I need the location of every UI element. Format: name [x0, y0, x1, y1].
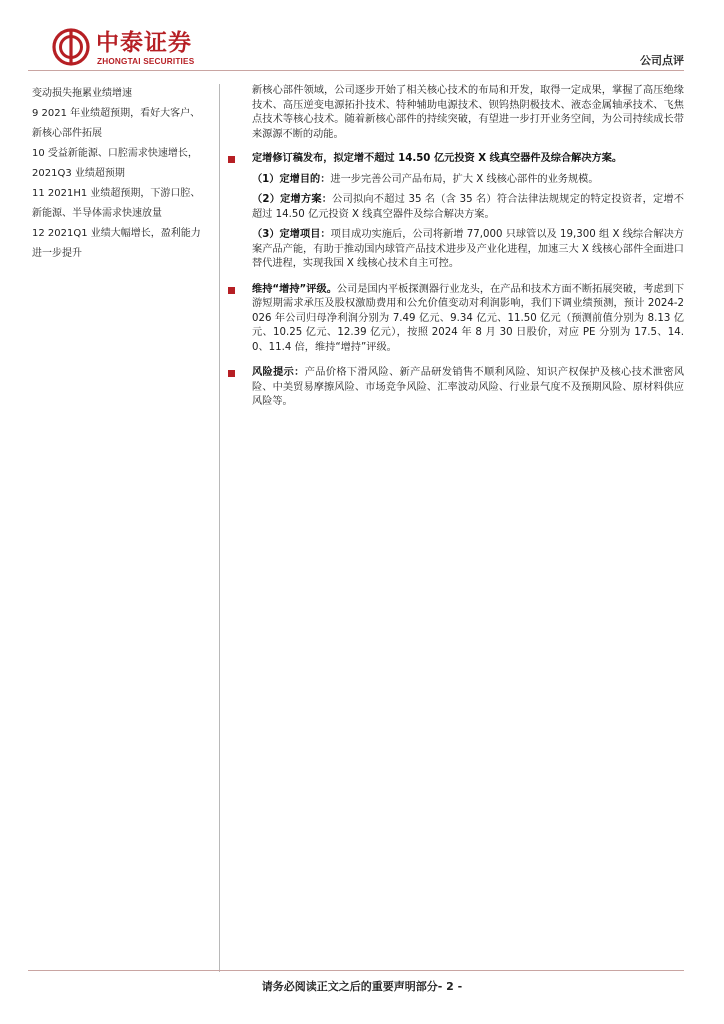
placement-purpose-label: （1）定增目的：	[252, 173, 331, 185]
footer-disclaimer	[0, 978, 724, 994]
rating-text: 公司是国内平板探测器行业龙头，在产品和技术方面不断拓展突破，考虑到下游短期需求承压及股权激励费用和公允价值变动对利润影响，我们下调业绩预测，预计 2024-2026 年公司归母净利润分别为 7.49 亿元、9.34 亿元、11.50 亿元（预测前值分别为 8.13 亿元、10.25 亿元、12.39 亿元），按照 2024 年 8 月 30 日股价，对应 PE 分别为 17.5、14.0、11.4 倍，维持“增持”评级。	[252, 283, 685, 353]
list-item: 10 受益新能源、口腔需求快速增长，	[32, 148, 198, 159]
list-item: 进一步提升	[32, 248, 82, 259]
page-number: - 2 -	[437, 980, 463, 993]
placement-plan-label: （2）定增方案：	[252, 194, 333, 205]
bullet-square-icon	[228, 287, 235, 294]
header-divider	[28, 70, 684, 71]
logo-chinese-name: 中泰证券	[96, 30, 192, 56]
risk-section	[228, 366, 684, 410]
report-type-label: 公司点评	[640, 54, 684, 67]
placement-plan	[228, 193, 684, 222]
logo-english-name: ZHONGTAI SECURITIES	[97, 57, 195, 66]
placement-project-text: 项目成功实施后，公司将新增 77,000 只球管以及 19,300 组 X 线综合解决方案产品产能，有助于推动国内球管产品技术进步及产业化进程，加速三大 X 线核心部件全面进口替代进程，实现我国 X 线核心技术自主可控。	[252, 229, 684, 269]
rating-section	[228, 283, 684, 356]
placement-purpose-text: 进一步完善公司产品布局，扩大 X 线核心部件的业务规模。	[330, 173, 599, 185]
placement-heading: 定增修订稿发布，拟定增不超过 14.50 亿元投资 X 线真空器件及综合解决方案。	[252, 153, 623, 164]
placement-purpose	[228, 173, 684, 188]
placement-project-label: （3）定增项目：	[252, 229, 331, 240]
list-item: 变动损失拖累业绩增速	[32, 88, 132, 99]
list-item: 12 2021Q1 业绩大幅增长，盈利能力	[32, 228, 201, 239]
bullet-square-icon	[228, 156, 235, 163]
bullet-square-icon	[228, 370, 235, 377]
list-item: 11 2021H1 业绩超预期，下游口腔、	[32, 188, 201, 199]
main-content	[228, 84, 684, 410]
rating-paragraph	[252, 283, 684, 356]
risk-paragraph	[252, 366, 684, 410]
column-divider	[219, 84, 220, 972]
list-item: 9 2021 年业绩超预期，看好大客户、	[32, 108, 201, 119]
list-item: 新核心部件拓展	[32, 128, 102, 139]
risk-text: 产品价格下滑风险、新产品研发销售不顺利风险、知识产权保护及核心技术泄密风险、中美贸易摩擦风险、市场竞争风险、汇率波动风险、行业景气度不及预期风险、原材料供应风险等。	[252, 367, 685, 407]
placement-project	[228, 228, 684, 272]
list-item: 新能源、半导体需求快速放量	[32, 208, 162, 219]
rating-label: 维持“增持”评级。	[252, 283, 337, 295]
placement-plan-text: 公司拟向不超过 35 名（含 35 名）符合法律法规规定的特定投资者，定增不超过 14.50 亿元投资 X 线真空器件及综合解决方案。	[252, 194, 684, 220]
placement-section	[228, 152, 684, 167]
zhongtai-logo-icon	[52, 28, 90, 66]
company-logo	[52, 28, 222, 68]
footer-text: 请务必阅读正文之后的重要声明部分	[261, 980, 438, 993]
related-reports-list	[32, 84, 214, 264]
footer-divider	[28, 970, 684, 971]
intro-paragraph: 新核心部件领域，公司逐步开始了相关核心技术的布局和开发，取得一定成果，掌握了高压绝缘技术、高压逆变电源拓扑技术、特种辅助电源技术、钡钨热阴极技术、液态金属轴承技术、飞焦点技术等核心技术。随着新核心部件的持续突破，有望进一步打开业务空间，为公司持续成长带来源源不断的动能。	[252, 85, 684, 140]
related-reports-sidebar	[32, 84, 214, 264]
list-item: 2021Q3 业绩超预期	[32, 168, 125, 179]
risk-label: 风险提示：	[252, 367, 305, 378]
